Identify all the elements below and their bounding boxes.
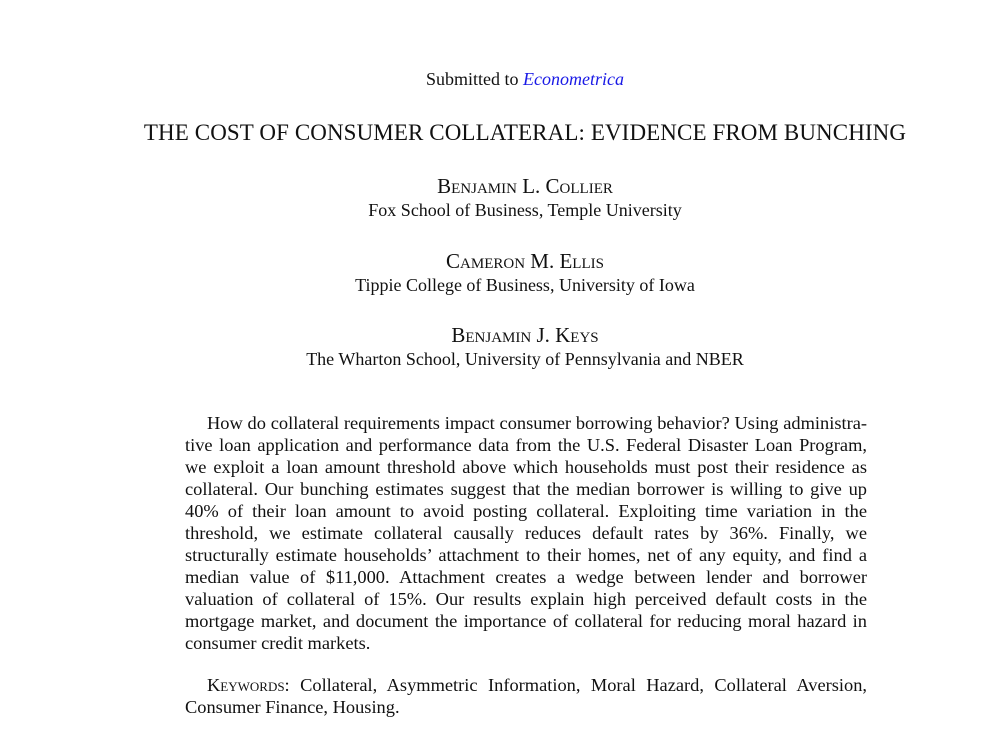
paper-title: THE COST OF CONSUMER COLLATERAL: EVIDENCE FROM BUNCHING [143,120,907,145]
author-block-2 [0,248,1000,296]
author-name: Benjamin L. Collier [437,174,613,198]
journal-link[interactable]: Econometrica [523,69,624,89]
submission-note [0,69,1000,90]
keywords-paragraph [185,674,867,718]
author-affiliation: The Wharton School, University of Pennsylvania and NBER [306,349,744,369]
keywords-text: Collateral, Asymmetric Information, Moral Hazard, Collateral Aversion, Consumer Finance, Housing. [185,675,867,717]
author-affiliation: Fox School of Business, Temple University [368,200,682,220]
author-block-1 [0,173,1000,221]
author-name: Cameron M. Ellis [446,249,604,273]
author-name: Benjamin J. Keys [451,323,599,347]
abstract: How do collateral requirements impact consumer borrowing behavior? Using administrative loan application and performance data from the U.S. Federal Disaster Loan Program, we exploit a loan amount threshold above which households must post their residence as collateral. Our bunching estimates suggest that the median borrower is willing to give up 40% of their loan amount to avoid posting collateral. Exploiting time variation in the threshold, we estimate collateral causally reduces default rates by 36%. Finally, we structurally estimate households’ attachment to their homes, net of any equity, and find a median value of $11,000. Attachment creates a wedge between lender and borrower valuation of collateral of 15%. Our results explain high perceived default costs in the mortgage market, and document the importance of collateral for reducing moral hazard in consumer credit markets. [185,413,867,653]
author-block-3 [0,322,1000,370]
submitted-prefix: Submitted to [426,69,524,89]
author-affiliation: Tippie College of Business, University of Iowa [355,275,695,295]
keywords-label: Keywords: [207,675,290,695]
